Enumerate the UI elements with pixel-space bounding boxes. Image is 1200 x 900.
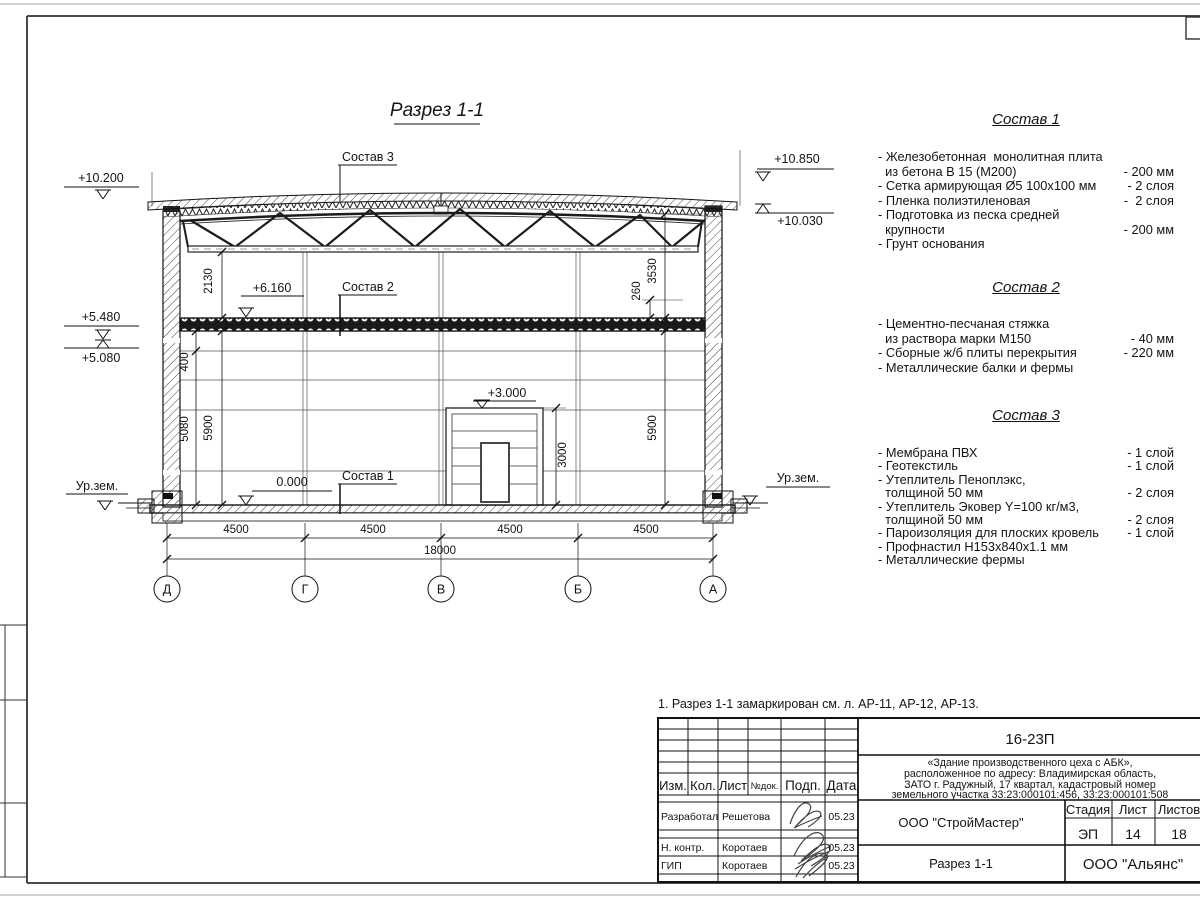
level-10030 [755,204,834,213]
composition-2-title: Состав 2 [992,279,1060,296]
list-item: крупности - 200 мм [878,221,1174,237]
section-view [64,100,834,602]
list-item: из раствора марки М150 - 40 мм [878,330,1174,346]
sheets-total: 18 [1171,826,1187,842]
drawing-name: Разрез 1-1 [929,856,993,871]
dim-span-4: 4500 [633,524,659,536]
list-item: - Железобетонная монолитная плита [878,149,1103,164]
axis-bubble-g: Г [301,582,309,597]
project-desc-3: ЗАТО г. Радужный, 17 квартал, кадастровый номер [904,779,1156,791]
sheet-label: Лист [1118,802,1148,817]
list-item: - Мембрана ПВХ - 1 слой [878,445,1174,460]
list-item: - Пленка полиэтиленовая - 2 слоя [878,192,1174,208]
col-izm: Изм. [659,778,687,793]
level-text-0000: 0.000 [276,475,308,489]
level-text-10200: +10.200 [78,171,124,185]
vestibule-door [446,408,543,505]
level-5480 [64,326,139,339]
col-data: Дата [826,778,857,793]
list-item: толщиной 50 мм - 2 слоя [878,485,1174,501]
mid-slab [180,318,705,331]
ground-level-left [66,494,128,510]
composition-1 [878,111,1174,252]
sheet-number: 14 [1125,826,1141,842]
row1-name: Решетова [722,811,771,823]
level-text-10850: +10.850 [774,152,820,166]
truss [180,209,705,252]
col-ndok: №док. [750,781,779,792]
ground-text-right: Ур.зем. [776,471,820,485]
org-client: ООО "Альянс" [1082,856,1184,873]
project-desc-2: расположенное по адресу: Владимирская область, [903,768,1157,780]
dim-5900-right: 5900 [647,415,659,441]
dim-span-2: 4500 [360,524,386,536]
dim-260: 260 [631,281,643,301]
dim-span-1: 4500 [223,524,249,536]
col-kol: Кол. [690,778,716,793]
row2-role: Н. контр. [661,842,705,854]
list-item: - Грунт основания [878,236,985,251]
row2-name: Коротаев [722,842,768,854]
level-text-5480: +5.480 [81,310,121,324]
axis-bubble-d: Д [162,582,172,597]
level-text-5080: +5.080 [81,351,121,365]
list-item: - Подготовка из песка средней [878,207,1060,222]
stage-value: ЭП [1077,826,1099,842]
level-text-10030: +10.030 [777,214,823,228]
axis-bubble-b: Б [573,582,583,597]
sheets-label: Листов [1157,802,1200,817]
list-item: толщиной 50 мм - 2 слоя [878,512,1174,528]
dim-5080: 5080 [179,416,191,442]
list-item: - Утеплитель Эковер Y=100 кг/м3, [878,498,1080,514]
view-title: Разрез 1-1 [389,100,485,121]
level-6160 [238,296,304,317]
left-margin-stamp [0,625,27,877]
dim-3000: 3000 [557,442,569,468]
dim-400: 400 [179,352,191,372]
label-sostav1: Состав 1 [342,469,394,483]
dim-2130: 2130 [203,268,215,294]
row3-name: Коротаев [722,860,768,872]
door [481,443,509,502]
axis-bubble-a: А [708,582,718,597]
list-item: - Металлические фермы [878,552,1025,568]
project-desc-4: земельного участка 33:23:000101:456, 33:23:000101:508 [891,789,1169,801]
list-item: - Геотекстиль - 1 слой [878,458,1174,474]
ground-level-right [742,487,830,505]
level-10200 [64,187,139,199]
composition-3 [878,407,1174,567]
list-item: из бетона В 15 (М200) - 200 мм [878,163,1174,179]
list-item: - Пароизоляция для плоских кровель - 1 слой [878,525,1174,541]
row1-role: Разработал [661,811,719,823]
vertical-dimensions [192,210,669,509]
stage-label: Стадия [1065,802,1111,817]
project-desc-1: «Здание производственного цеха с АБК», [927,757,1133,769]
row1-date: 05.23 [828,811,855,823]
axis-bubble-v: В [436,582,446,597]
sheet-note: 1. Разрез 1-1 замаркирован см. л. АР-11, АР-12, АР-13. [658,697,979,711]
label-sostav3: Состав 3 [342,150,394,164]
doc-number: 16-23П [1005,731,1055,748]
signature-developer [790,803,822,828]
composition-2 [878,279,1174,375]
dim-span-3: 4500 [497,524,523,536]
list-item: - Цементно-песчаная стяжка [878,316,1050,331]
level-5080 [64,340,139,348]
label-sostav2: Состав 2 [342,280,394,294]
level-3000 [473,400,536,408]
composition-3-title: Состав 3 [992,407,1060,424]
level-10850 [755,169,834,181]
level-text-3000: +3.000 [487,386,527,400]
list-item: - Профнастил Н153х840х1.1 мм [878,538,1069,554]
dim-total: 18000 [424,545,456,557]
row2-date: 05.23 [828,842,855,854]
col-list: Лист [718,778,748,793]
title-block [658,718,1200,882]
row3-date: 05.23 [828,860,855,872]
level-text-6160: +6.160 [252,281,292,295]
ground-text-left: Ур.зем. [75,479,119,493]
list-item: - Утеплитель Пеноплэкс, [878,471,1026,487]
level-0000 [238,491,332,505]
list-item: - Сборные ж/б плиты перекрытия - 220 мм [878,345,1174,360]
composition-1-title: Состав 1 [992,111,1060,128]
col-podp: Подп. [785,778,821,793]
org-design: ООО "СтройМастер" [898,815,1024,830]
dim-3530: 3530 [647,258,659,284]
list-item: - Металлические балки и фермы [878,359,1074,375]
dim-5900-left: 5900 [203,415,215,441]
list-item: - Сетка армирующая Ø5 100х100 мм - 2 слоя [878,178,1174,193]
row3-role: ГИП [661,860,682,872]
